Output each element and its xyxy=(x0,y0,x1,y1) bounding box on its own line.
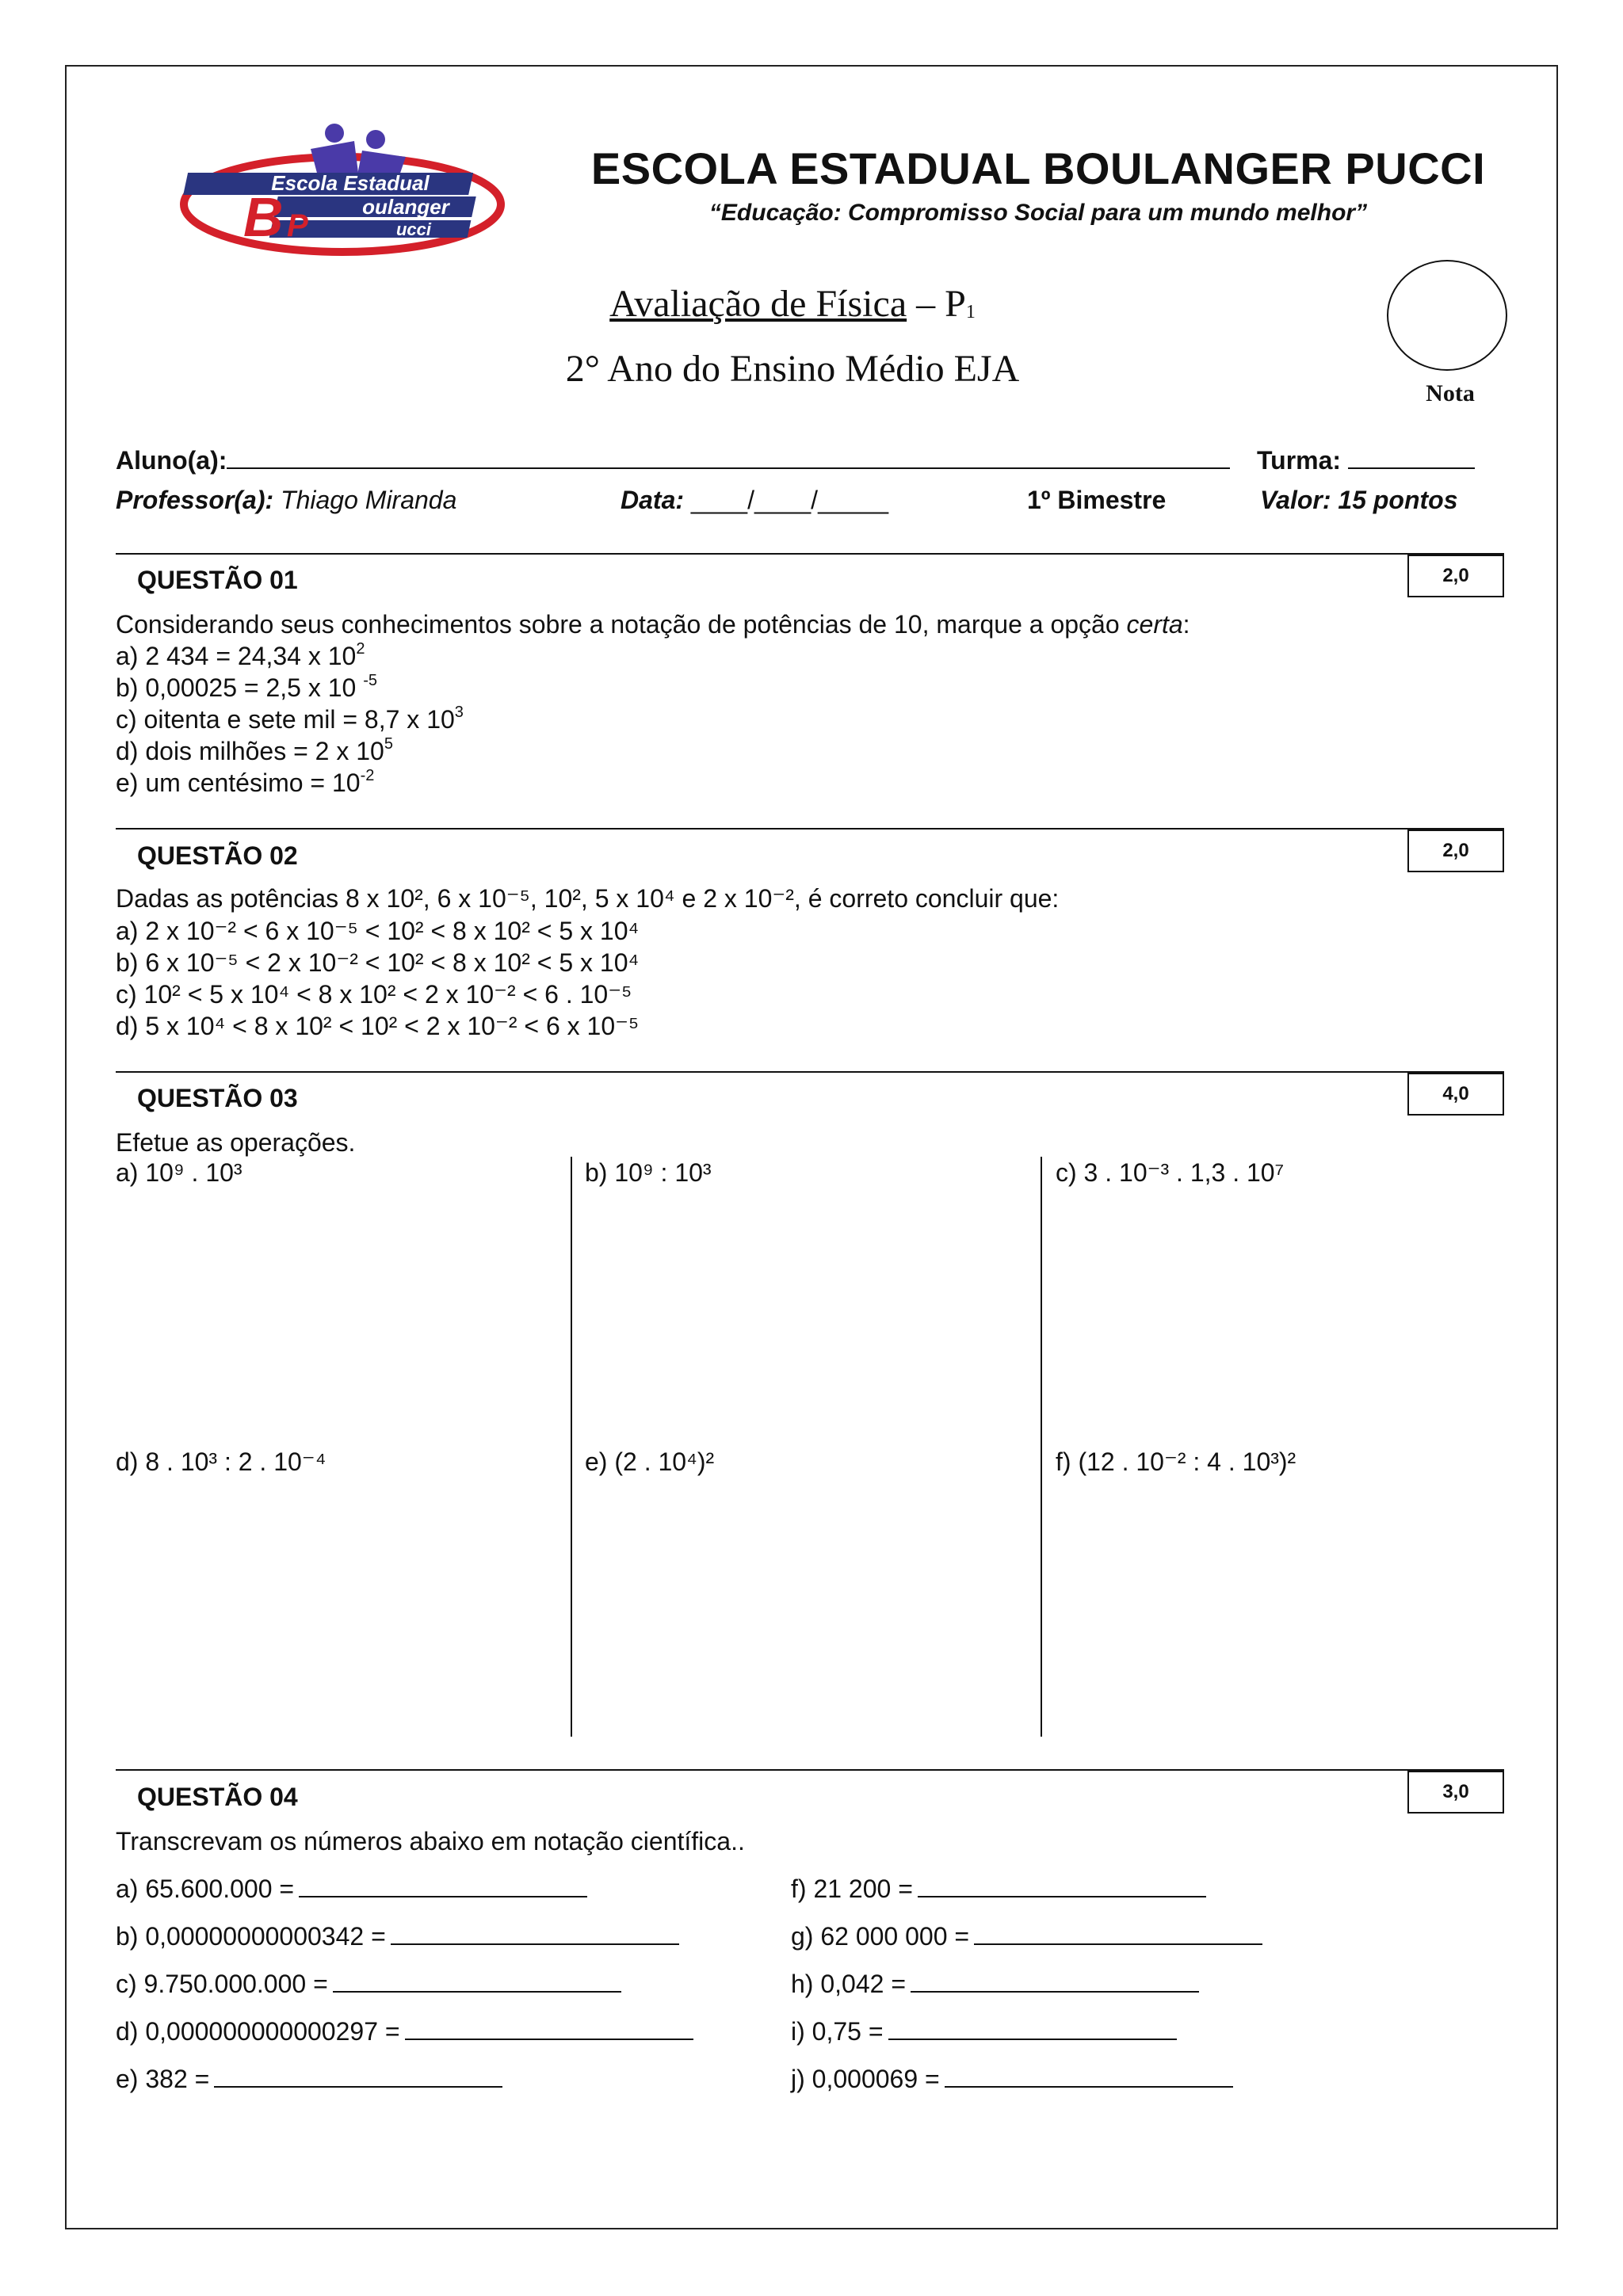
q2-prompt: Dadas as potências 8 x 10², 6 x 10⁻⁵, 10², 5 x 10⁴ e 2 x 10⁻², é correto concluir que: xyxy=(116,884,1060,913)
q4-item-d[interactable]: d) 0,000000000000297 = xyxy=(116,2016,693,2047)
exam-title-sub: 1 xyxy=(965,302,976,322)
answer-line[interactable] xyxy=(299,1875,587,1897)
exam-subtitle: 2° Ano do Ensino Médio EJA xyxy=(565,348,1020,390)
answer-line[interactable] xyxy=(391,1923,679,1945)
answer-line[interactable] xyxy=(405,2018,693,2040)
class-line[interactable] xyxy=(1348,447,1475,469)
bimester: 1º Bimestre xyxy=(1027,486,1167,514)
q3-item-a: a) 10⁹ . 10³ xyxy=(116,1158,242,1187)
q1-rule xyxy=(116,553,1504,555)
q3-item-c: c) 3 . 10⁻³ . 1,3 . 10⁷ xyxy=(1056,1158,1285,1187)
student-name-field[interactable] xyxy=(116,446,1230,475)
q4-score: 3,0 xyxy=(1407,1771,1504,1814)
q3-item-b: b) 10⁹ : 10³ xyxy=(585,1158,712,1187)
q1-option-d[interactable]: d) dois milhões = 2 x $10^5$ xyxy=(116,735,393,765)
date-blank[interactable]: ____/____/_____ xyxy=(690,486,889,514)
q4-prompt: Transcrevam os números abaixo em notação científica.. xyxy=(116,1827,745,1855)
q4-item-b[interactable]: b) 0,00000000000342 = xyxy=(116,1920,679,1952)
date-field[interactable] xyxy=(621,486,888,515)
q1-score: 2,0 xyxy=(1407,555,1504,597)
answer-line[interactable] xyxy=(911,1970,1199,1993)
q4-rule xyxy=(116,1769,1504,1771)
q3-item-e: e) (2 . 10⁴)² xyxy=(585,1447,715,1476)
svg-text:P: P xyxy=(287,208,308,243)
q4-title: QUESTÃO 04 xyxy=(137,1783,298,1811)
q2-score: 2,0 xyxy=(1407,830,1504,872)
grade-label: Nota xyxy=(1426,380,1475,406)
class-label: Turma: xyxy=(1257,446,1342,475)
q3-column-divider-2 xyxy=(1041,1157,1042,1737)
professor-label: Professor(a): xyxy=(116,486,274,514)
answer-line[interactable] xyxy=(333,1970,621,1993)
professor-field xyxy=(116,486,456,515)
q4-item-a[interactable]: a) 65.600.000 = xyxy=(116,1873,587,1905)
exam-title-suffix: P xyxy=(945,283,966,325)
q2-option-a[interactable]: a) 2 x 10⁻² < 6 x 10⁻⁵ < 10² < 8 x 10² < 5 x 10⁴ xyxy=(116,917,640,945)
exam-title-text: Avaliação de Física xyxy=(609,283,907,325)
q4-item-c[interactable]: c) 9.750.000.000 = xyxy=(116,1968,621,2000)
q2-title: QUESTÃO 02 xyxy=(137,841,298,870)
q3-title: QUESTÃO 03 xyxy=(137,1084,298,1112)
answer-line[interactable] xyxy=(918,1875,1206,1897)
svg-text:ucci: ucci xyxy=(395,219,432,239)
class-field[interactable] xyxy=(1257,446,1475,475)
q2-option-d[interactable]: d) 5 x 10⁴ < 8 x 10² < 10² < 2 x 10⁻² < 6 x 10⁻⁵ xyxy=(116,1012,640,1040)
q3-score: 4,0 xyxy=(1407,1073,1504,1116)
q2-option-b[interactable]: b) 6 x 10⁻⁵ < 2 x 10⁻² < 10² < 8 x 10² < 5 x 10⁴ xyxy=(116,948,640,977)
student-name-line[interactable] xyxy=(227,447,1230,469)
answer-line[interactable] xyxy=(888,2018,1177,2040)
grade-circle[interactable] xyxy=(1387,260,1507,371)
q4-item-g[interactable]: g) 62 000 000 = xyxy=(791,1920,1262,1952)
q4-item-j[interactable]: j) 0,000069 = xyxy=(791,2063,1233,2095)
q3-rule xyxy=(116,1071,1504,1073)
q4-item-f[interactable]: f) 21 200 = xyxy=(791,1873,1206,1905)
q4-item-e[interactable]: e) 382 = xyxy=(116,2063,502,2095)
q2-rule xyxy=(116,828,1504,830)
exam-title: Avaliação de Física – $P_1$ xyxy=(609,283,976,325)
q1-option-c[interactable]: c) oitenta e sete mil = 8,7 x $10^3$ xyxy=(116,704,464,734)
answer-line[interactable] xyxy=(945,2065,1233,2088)
date-label: Data: xyxy=(621,486,685,514)
q4-item-i[interactable]: i) 0,75 = xyxy=(791,2016,1177,2047)
answer-line[interactable] xyxy=(214,2065,502,2088)
q3-column-divider-1 xyxy=(571,1157,572,1737)
student-label: Aluno(a): xyxy=(116,446,227,475)
q4-item-h[interactable]: h) 0,042 = xyxy=(791,1968,1199,2000)
q1-option-e[interactable]: e) um centésimo = $10^{-2}$ xyxy=(116,767,375,797)
q3-item-d: d) 8 . 10³ : 2 . 10⁻⁴ xyxy=(116,1447,327,1476)
q3-prompt: Efetue as operações. xyxy=(116,1128,356,1157)
answer-line[interactable] xyxy=(974,1923,1262,1945)
q1-title: QUESTÃO 01 xyxy=(137,566,298,594)
q1-option-a[interactable]: a) 2 434 = 24,34 x $10^2$ xyxy=(116,640,365,670)
svg-text:oulanger: oulanger xyxy=(362,195,449,219)
svg-text:B: B xyxy=(243,186,284,248)
q1-option-b[interactable]: b) 0,00025 = 2,5 x 10 $^{-5}$ xyxy=(116,672,378,702)
total-value: Valor: 15 pontos xyxy=(1260,486,1458,514)
q1-prompt: Considerando seus conhecimentos sobre a notação de potências de 10, marque a opção certa: xyxy=(116,610,1190,639)
professor-name: Thiago Miranda xyxy=(281,486,457,514)
q3-item-f: f) (12 . 10⁻² : 4 . 10³)² xyxy=(1056,1447,1296,1476)
school-logo xyxy=(176,117,509,256)
q2-option-c[interactable]: c) 10² < 5 x 10⁴ < 8 x 10² < 2 x 10⁻² < 6 . 10⁻⁵ xyxy=(116,980,632,1009)
svg-text:Escola Estadual: Escola Estadual xyxy=(271,171,430,195)
school-name: ESCOLA ESTADUAL BOULANGER PUCCI xyxy=(590,143,1486,193)
school-motto: “Educação: Compromisso Social para um mundo melhor” xyxy=(708,200,1368,226)
